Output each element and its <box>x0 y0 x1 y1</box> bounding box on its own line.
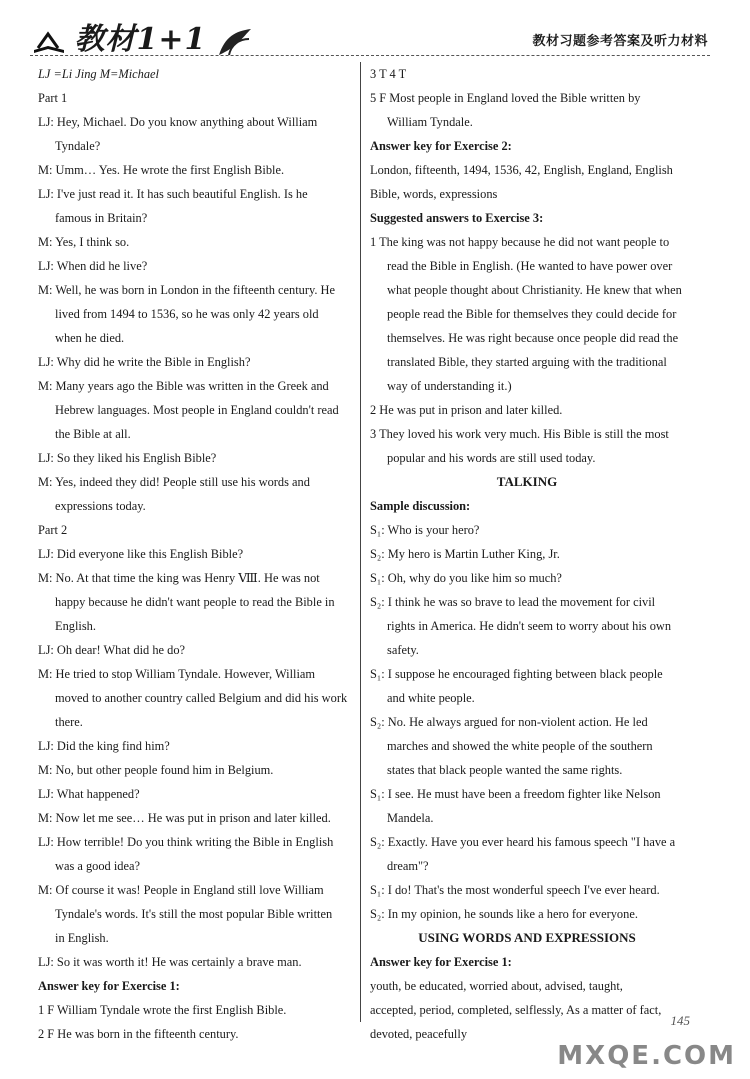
text-line: popular and his words are still used today. <box>387 451 596 465</box>
text-line: S₁: Who is your hero? <box>370 523 480 537</box>
text-line: themselves. He was right because once people did read the <box>387 331 679 345</box>
text-line: Tyndale's words. It's still the most popular Bible written <box>55 907 333 921</box>
text-line: and white people. <box>387 691 475 705</box>
text-line: S₁: I do! That's the most wonderful speech I've ever heard. <box>370 883 660 897</box>
text-line: Mandela. <box>387 811 434 825</box>
text-line: LJ: I've just read it. It has such beautiful English. Is he <box>38 187 308 201</box>
text-line: M: Yes, I think so. <box>38 235 130 249</box>
text-line: S₁: I suppose he encouraged fighting between black people <box>370 667 663 681</box>
text-line: M: Now let me see… He was put in prison and later killed. <box>38 811 331 825</box>
text-line: S₂: I think he was so brave to lead the movement for civil <box>370 595 656 609</box>
text-line: happy because he didn't want people to read the Bible in <box>55 595 335 609</box>
page-number: 145 <box>670 1013 690 1028</box>
text-line: S₂: Exactly. Have you ever heard his famous speech "I have a <box>370 835 676 849</box>
leaf-icon <box>215 27 255 57</box>
text-line: S₂: No. He always argued for non-violent action. He led <box>370 715 648 729</box>
text-line: famous in Britain? <box>55 211 148 225</box>
text-line: 3 T 4 T <box>370 67 407 81</box>
text-line: LJ: Did everyone like this English Bible? <box>38 547 244 561</box>
logo-prefix: 教材 <box>74 23 137 56</box>
text-line: LJ: Did the king find him? <box>38 739 170 753</box>
section-heading: USING WORDS AND EXPRESSIONS <box>418 930 636 945</box>
text-line: LJ: So they liked his English Bible? <box>38 451 217 465</box>
text-line: M: Many years ago the Bible was written in the Greek and <box>38 379 329 393</box>
text-line: 2 F He was born in the fifteenth century. <box>38 1027 239 1041</box>
text-line: S₁: Oh, why do you like him so much? <box>370 571 562 585</box>
text-line: LJ: What happened? <box>38 787 140 801</box>
text-line: Answer key for Exercise 2: <box>370 139 512 153</box>
text-line: LJ: So it was worth it! He was certainly a brave man. <box>38 955 302 969</box>
text-line: when he died. <box>55 331 125 345</box>
text-line: way of understanding it.) <box>387 379 512 393</box>
text-line: marches and showed the white people of the southern <box>387 739 653 753</box>
logo <box>32 14 255 58</box>
text-line: M: No, but other people found him in Belgium. <box>38 763 274 777</box>
section-heading: TALKING <box>496 474 558 489</box>
text-line: devoted, peacefully <box>370 1027 468 1041</box>
text-line: the Bible at all. <box>55 427 131 441</box>
text-line: LJ =Li Jing M=Michael <box>38 67 159 81</box>
text-line: 5 F Most people in England loved the Bible written by <box>370 91 641 105</box>
text-line: read the Bible in English. (He wanted to have power over <box>387 259 673 273</box>
text-line: Part 1 <box>38 91 68 105</box>
page-header <box>0 0 750 60</box>
text-line: M: Well, he was born in London in the fifteenth century. He <box>38 283 335 297</box>
text-line: states that black people wanted the same rights. <box>387 763 623 777</box>
watermark: MXQE.COM <box>557 1041 736 1071</box>
header-title: 教材习题参考答案及听力材料 <box>532 34 708 49</box>
text-line: M: Of course it was! People in England still love William <box>38 883 324 897</box>
header-divider <box>30 55 710 56</box>
logo-brand: 1+1 <box>136 22 207 57</box>
column-divider <box>360 62 361 1022</box>
text-line: LJ: How terrible! Do you think writing the Bible in English <box>38 835 334 849</box>
text-line: was a good idea? <box>55 859 140 873</box>
text-line: Tyndale? <box>55 139 101 153</box>
book-icon <box>32 28 66 56</box>
text-line: M: Yes, indeed they did! People still use his words and <box>38 475 310 489</box>
text-line: 1 F William Tyndale wrote the first English Bible. <box>38 1003 287 1017</box>
text-line: LJ: Oh dear! What did he do? <box>38 643 186 657</box>
text-line: 1 The king was not happy because he did not want people to <box>370 235 670 249</box>
text-line: Bible, words, expressions <box>370 187 498 201</box>
text-line: London, fifteenth, 1494, 1536, 42, English, England, English <box>370 163 673 177</box>
text-line: M: No. At that time the king was Henry Ⅷ. He was not <box>38 571 320 585</box>
text-line: Suggested answers to Exercise 3: <box>370 211 544 225</box>
text-line: Sample discussion: <box>370 499 471 513</box>
text-line: S₂: My hero is Martin Luther King, Jr. <box>370 547 560 561</box>
text-line: LJ: Hey, Michael. Do you know anything about William <box>38 115 318 129</box>
text-line: Answer key for Exercise 1: <box>38 979 180 993</box>
text-line: youth, be educated, worried about, advised, taught, <box>370 979 623 993</box>
text-line: M: He tried to stop William Tyndale. However, William <box>38 667 316 681</box>
text-line: 2 He was put in prison and later killed. <box>370 403 563 417</box>
text-line: there. <box>55 715 83 729</box>
text-line: Part 2 <box>38 523 68 537</box>
text-line: safety. <box>387 643 419 657</box>
text-line: in English. <box>55 931 109 945</box>
text-line: LJ: Why did he write the Bible in English? <box>38 355 251 369</box>
text-line: accepted, period, completed, selflessly, As a matter of fact, <box>370 1003 662 1017</box>
text-line: rights in America. He didn't seem to worry about his own <box>387 619 672 633</box>
text-line: 3 They loved his work very much. His Bible is still the most <box>370 427 669 441</box>
text-line: English. <box>55 619 96 633</box>
text-line: S₁: I see. He must have been a freedom fighter like Nelson <box>370 787 661 801</box>
text-line: translated Bible, they started arguing with the traditional <box>387 355 667 369</box>
text-line: M: Umm… Yes. He wrote the first English Bible. <box>38 163 285 177</box>
text-line: S₂: In my opinion, he sounds like a hero for everyone. <box>370 907 638 921</box>
text-line: Answer key for Exercise 1: <box>370 955 512 969</box>
text-line: Hebrew languages. Most people in England couldn't read <box>55 403 339 417</box>
text-line: moved to another country called Belgium and did his work <box>55 691 348 705</box>
left-column <box>38 62 352 1046</box>
text-line: lived from 1494 to 1536, so he was only 42 years old <box>55 307 319 321</box>
text-line: what people thought about Christianity. He knew that when <box>387 283 682 297</box>
right-column <box>370 62 684 1046</box>
text-line: expressions today. <box>55 499 146 513</box>
text-line: LJ: When did he live? <box>38 259 148 273</box>
text-line: William Tyndale. <box>387 115 473 129</box>
text-line: dream"? <box>387 859 429 873</box>
text-line: people read the Bible for themselves they could decide for <box>387 307 677 321</box>
